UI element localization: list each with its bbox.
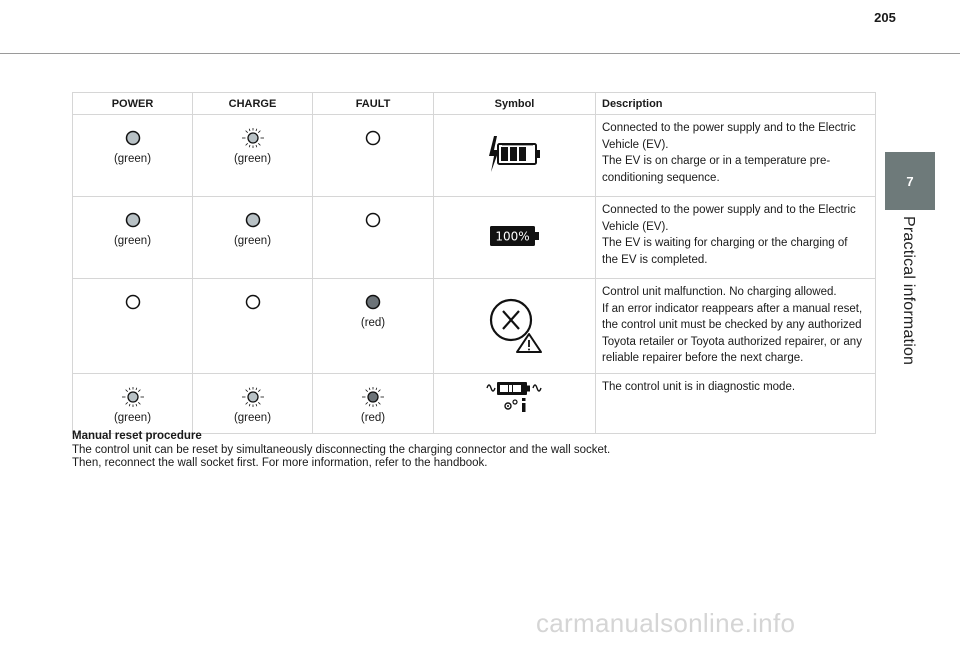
- header-power: POWER: [73, 93, 193, 115]
- description-line: Connected to the power supply and to the Electric: [602, 204, 856, 216]
- led-flashing-red-icon: [358, 387, 388, 407]
- fault-indicator-cell: [313, 115, 434, 197]
- header-symbol: Symbol: [434, 93, 596, 115]
- description-line: The control unit is in diagnostic mode.: [602, 380, 796, 393]
- led-off-icon: [238, 292, 268, 312]
- chapter-title: Practical information: [900, 216, 917, 366]
- indicator-color-label: (red): [360, 317, 386, 329]
- chapter-number: 7: [906, 173, 914, 189]
- power-indicator-cell: [73, 373, 193, 433]
- led-on-icon: [238, 210, 268, 230]
- description-line: conditioning sequence.: [602, 171, 720, 184]
- table-row: [73, 115, 876, 197]
- charge-indicator-cell: [193, 279, 313, 374]
- led-on-red-icon: [358, 292, 388, 312]
- led-flashing-icon: [238, 387, 268, 407]
- description-cell: [596, 279, 876, 374]
- fault-indicator-cell: [313, 197, 434, 279]
- description-line: The EV is waiting for charging or the charging of: [602, 237, 848, 249]
- manual-reset-note: [72, 430, 610, 471]
- description-cell: [596, 373, 876, 433]
- description-line: Vehicle (EV).: [602, 220, 669, 233]
- battery-charging-icon: [485, 132, 545, 176]
- battery-percent-label: 100%: [494, 229, 530, 244]
- page-number: 205: [874, 10, 896, 25]
- symbol-cell: [434, 115, 596, 197]
- charging-status-table: [72, 92, 876, 434]
- header-charge: CHARGE: [193, 93, 313, 115]
- watermark-text: carmanualsonline.info: [536, 608, 796, 638]
- header-rule: [0, 53, 960, 54]
- fault-indicator-cell: [313, 279, 434, 374]
- diagnostic-mode-icon: [485, 380, 545, 414]
- indicator-color-label: (green): [233, 153, 272, 165]
- table-row: [73, 197, 876, 279]
- led-on-icon: [118, 210, 148, 230]
- battery-full-icon: [487, 223, 543, 249]
- led-on-icon: [118, 128, 148, 148]
- description-line: Toyota retailer or Toyota authorized repairer, or any: [602, 335, 862, 348]
- indicator-color-label: (red): [360, 411, 386, 424]
- power-indicator-cell: [73, 279, 193, 374]
- description-cell: [596, 115, 876, 197]
- header-fault: FAULT: [313, 93, 434, 115]
- malfunction-warning-icon: [485, 294, 545, 354]
- symbol-cell: [434, 279, 596, 374]
- led-flashing-icon: [118, 387, 148, 407]
- indicator-color-label: (green): [233, 235, 272, 247]
- description-line: Vehicle (EV).: [602, 138, 669, 151]
- note-title: Manual reset procedure: [72, 430, 202, 442]
- led-off-icon: [358, 128, 388, 148]
- description-line: the EV is completed.: [602, 253, 708, 266]
- description-line: the control unit must be checked by any authorized: [602, 319, 862, 331]
- led-off-icon: [118, 292, 148, 312]
- charge-indicator-cell: [193, 197, 313, 279]
- chapter-tab[interactable]: [885, 152, 935, 210]
- description-line: If an error indicator reappears after a manual reset,: [602, 302, 863, 315]
- charge-indicator-cell: [193, 373, 313, 433]
- led-off-icon: [358, 210, 388, 230]
- symbol-cell: [434, 373, 596, 433]
- note-line: Then, reconnect the wall socket first. For more information, refer to the handbook.: [72, 457, 488, 469]
- indicator-color-label: (green): [233, 411, 272, 424]
- indicator-color-label: (green): [113, 411, 152, 424]
- description-line: The EV is on charge or in a temperature pre-: [602, 155, 831, 167]
- description-line: Connected to the power supply and to the Electric: [602, 122, 856, 134]
- indicator-color-label: (green): [113, 153, 152, 165]
- note-line: The control unit can be reset by simultaneously disconnecting the charging connector and the wall socket.: [72, 443, 611, 456]
- led-flashing-icon: [238, 128, 268, 148]
- description-cell: [596, 197, 876, 279]
- indicator-color-label: (green): [113, 235, 152, 247]
- power-indicator-cell: [73, 197, 193, 279]
- fault-indicator-cell: [313, 373, 434, 433]
- table-row: [73, 373, 876, 433]
- charge-indicator-cell: [193, 115, 313, 197]
- symbol-cell: [434, 197, 596, 279]
- description-line: reliable repairer before the next charge.: [602, 352, 804, 364]
- header-description: Description: [596, 93, 876, 115]
- description-line: Control unit malfunction. No charging allowed.: [602, 286, 837, 298]
- table-header-row: [73, 93, 876, 115]
- table-row: [73, 279, 876, 374]
- power-indicator-cell: [73, 115, 193, 197]
